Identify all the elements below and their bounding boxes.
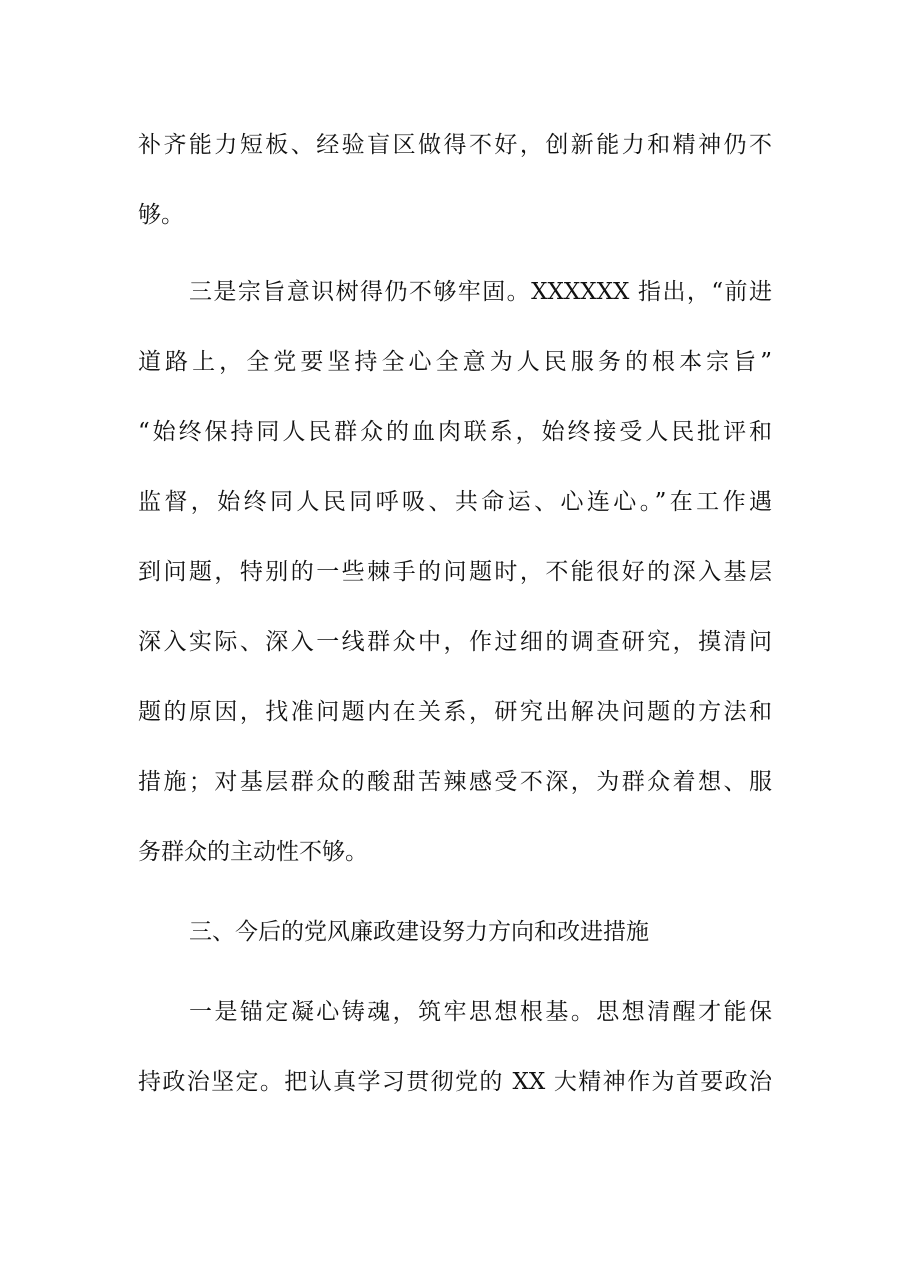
paragraph-3-line-1: 一是锚定凝心铸魂，筑牢思想根基。思想清醒才能保 (189, 999, 772, 1025)
section-heading: 三、今后的党风廉政建设努力方向和改进措施 (189, 919, 649, 945)
paragraph-1-line-2: 够。 (138, 202, 184, 228)
paragraph-2-line-6: 深入实际、深入一线群众中，作过细的调查研究，摸清问 (138, 629, 772, 655)
paragraph-2-line-7: 题的原因，找准问题内在关系，研究出解决问题的方法和 (138, 699, 772, 725)
paragraph-2-line-3: “始终保持同人民群众的血肉联系，始终接受人民批评和 (138, 419, 772, 445)
paragraph-2-line-4: 监督，始终同人民同呼吸、共命运、心连心。”在工作遇 (138, 489, 772, 515)
paragraph-2-line-8: 措施；对基层群众的酸甜苦辣感受不深，为群众着想、服 (138, 769, 772, 795)
paragraph-3-line-2: 持政治坚定。把认真学习贯彻党的 XX 大精神作为首要政治 (138, 1069, 772, 1095)
paragraph-2-line-9: 务群众的主动性不够。 (138, 839, 368, 865)
paragraph-2-line-2: 道路上，全党要坚持全心全意为人民服务的根本宗旨” (138, 349, 772, 375)
paragraph-1-line-1: 补齐能力短板、经验盲区做得不好，创新能力和精神仍不 (138, 132, 772, 158)
paragraph-2-line-1: 三是宗旨意识树得仍不够牢固。XXXXXX 指出，“前进 (189, 279, 772, 305)
paragraph-2-line-5: 到问题，特别的一些棘手的问题时，不能很好的深入基层 (138, 559, 772, 585)
